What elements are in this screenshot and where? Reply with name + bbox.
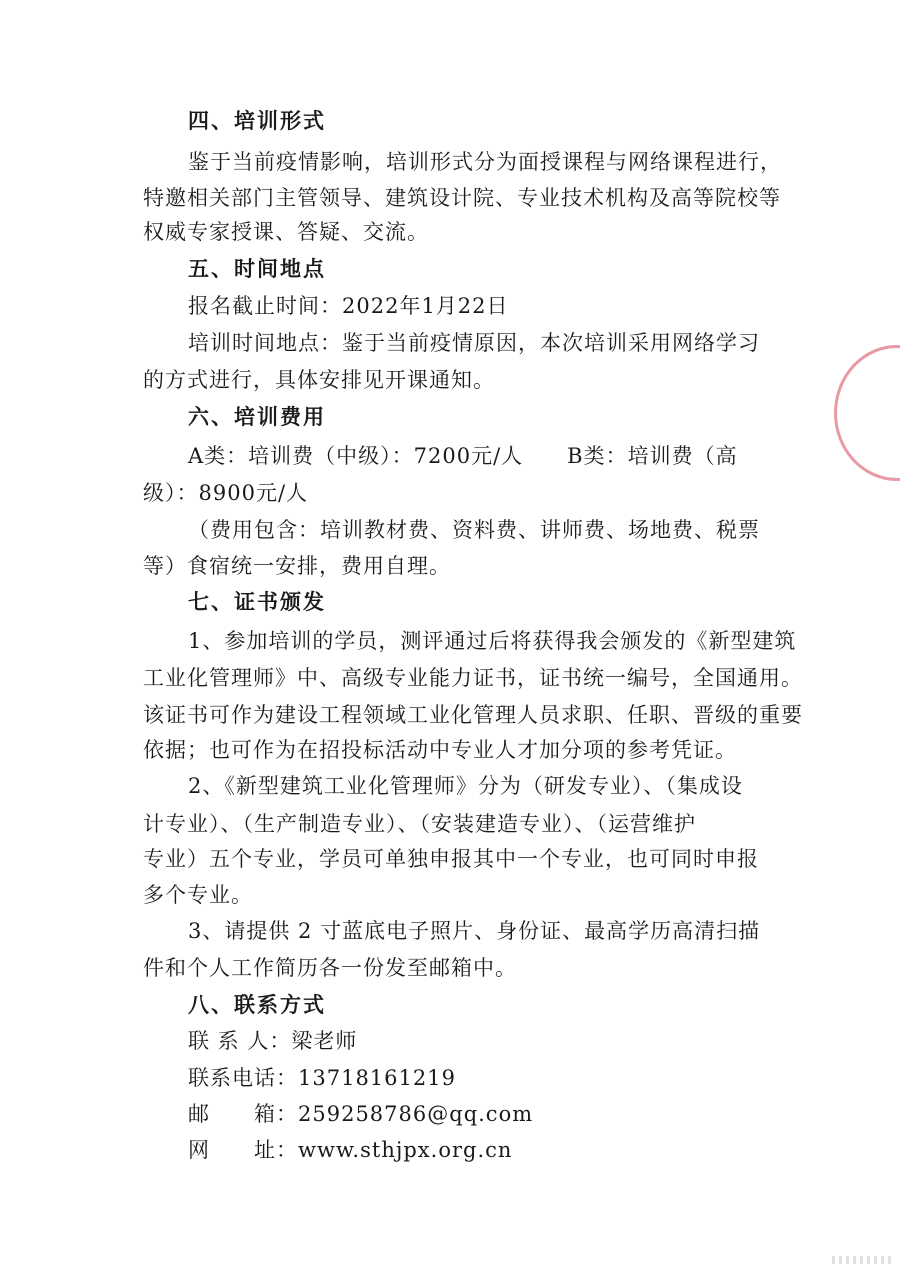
contact-person-label: 联 系 人：: [188, 1029, 292, 1053]
contact-email-label: 邮 箱：: [188, 1102, 298, 1126]
contact-website-value[interactable]: www.sthjpx.org.cn: [298, 1138, 513, 1162]
fee-note-line-2: 等）食宿统一安排，费用自理。: [143, 554, 451, 578]
contact-person-row: [188, 1023, 357, 1059]
certificate-p1-line-1: 1、参加培训的学员，测评通过后将获得我会颁发的《新型建筑: [188, 629, 797, 653]
certificate-p2-line-3: 专业）五个专业，学员可单独申报其中一个专业，也可同时申报: [143, 847, 759, 871]
registration-deadline: 报名截止时间：2022年1月22日: [188, 294, 509, 318]
contact-email-row: [188, 1096, 533, 1132]
contact-website-row: [188, 1132, 512, 1168]
contact-phone-row: [188, 1060, 456, 1096]
contact-person-value: 梁老师: [291, 1029, 358, 1053]
section-6-heading: 六、培训费用: [188, 404, 326, 429]
section-4-line-3: 权威专家授课、答疑、交流。: [143, 220, 429, 244]
seal-stamp-icon: [834, 345, 900, 481]
certificate-p3-line-1: 3、请提供 2 寸蓝底电子照片、身份证、最高学历高清扫描: [188, 919, 761, 943]
fee-line-1: A类：培训费（中级）：7200元/人 B类：培训费（高: [188, 444, 738, 468]
certificate-p2-line-4: 多个专业。: [143, 883, 253, 907]
certificate-p2-line-1: 2、《新型建筑工业化管理师》分为（研发专业）、（集成设: [188, 774, 743, 798]
contact-website-label: 网 址：: [188, 1138, 298, 1162]
contact-phone-label: 联系电话：: [188, 1066, 298, 1090]
certificate-p1-line-2: 工业化管理师》中、高级专业能力证书，证书统一编号，全国通用。: [143, 666, 803, 690]
contact-phone-value: 13718161219: [298, 1066, 456, 1090]
certificate-p1-line-3: 该证书可作为建设工程领域工业化管理人员求职、任职、晋级的重要: [143, 703, 803, 727]
section-8-heading: 八、联系方式: [188, 992, 326, 1017]
section-4-line-1: 鉴于当前疫情影响，培训形式分为面授课程与网络课程进行，: [188, 150, 782, 174]
section-7-heading: 七、证书颁发: [188, 589, 326, 614]
certificate-p2-line-2: 计专业）、（生产制造专业）、（安装建造专业）、（运营维护: [143, 812, 696, 836]
section-4-heading: 四、培训形式: [188, 108, 326, 133]
contact-email-value[interactable]: 259258786@qq.com: [298, 1102, 534, 1126]
certificate-p1-line-4: 依据；也可作为在招投标活动中专业人才加分项的参考凭证。: [143, 738, 737, 762]
training-place-line-2: 的方式进行，具体安排见开课通知。: [143, 368, 495, 392]
fee-line-2: 级）：8900元/人: [143, 481, 309, 505]
certificate-p3-line-2: 件和个人工作简历各一份发至邮箱中。: [143, 956, 517, 980]
section-5-heading: 五、时间地点: [188, 256, 326, 281]
section-4-line-2: 特邀相关部门主管领导、建筑设计院、专业技术机构及高等院校等: [143, 186, 781, 210]
training-place-line-1: 培训时间地点：鉴于当前疫情原因，本次培训采用网络学习: [188, 331, 760, 355]
scan-artifact: [832, 1256, 892, 1264]
fee-note-line-1: （费用包含：培训教材费、资料费、讲师费、场地费、税票: [188, 518, 760, 542]
